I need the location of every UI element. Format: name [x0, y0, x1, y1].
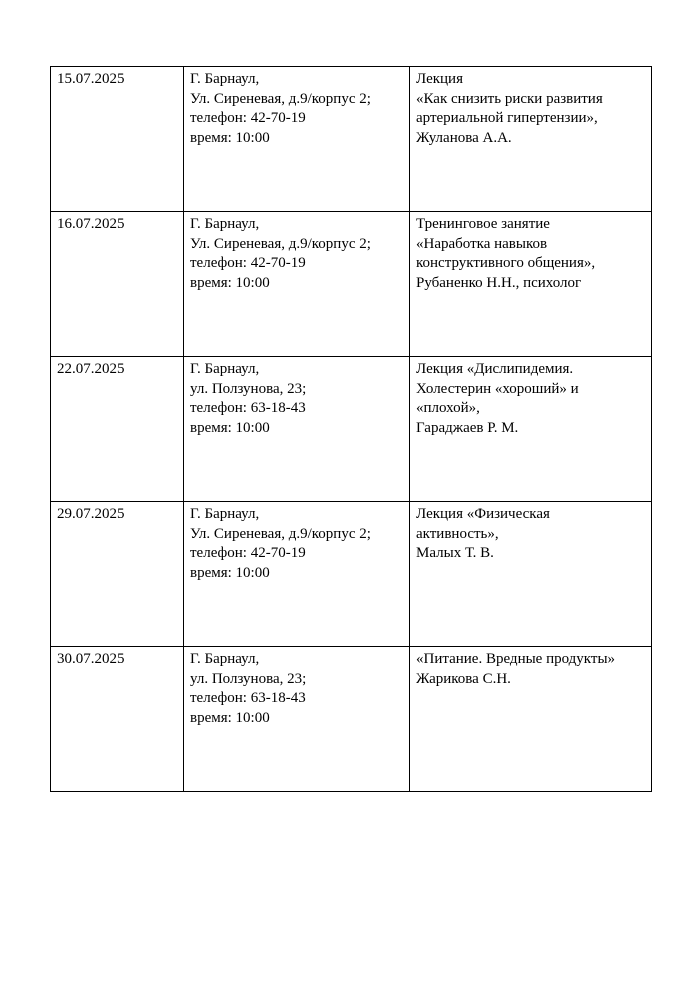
event-cell: [410, 647, 652, 792]
address-city: Г. Барнаул,: [190, 71, 260, 87]
schedule-table: [50, 66, 652, 792]
event-date: 29.07.2025: [57, 506, 125, 522]
address-phone: телефон: 63-18-43: [190, 690, 306, 706]
address-cell: [184, 647, 410, 792]
address-time: время: 10:00: [190, 419, 270, 436]
event-line: Тренинговое занятие: [416, 216, 550, 232]
table-row: [51, 67, 652, 212]
event-line: Малых Т. В.: [416, 545, 494, 561]
address-cell: [184, 67, 410, 212]
event-line: Холестерин «хороший» и: [416, 380, 579, 397]
address-cell: [184, 502, 410, 647]
date-cell: [51, 647, 184, 792]
address-city: Г. Барнаул,: [190, 216, 260, 232]
event-line: «Как снизить риски развития: [416, 90, 603, 107]
address-street: Ул. Сиреневая, д.9/корпус 2;: [190, 525, 371, 542]
event-line: конструктивного общения»,: [416, 255, 596, 271]
date-cell: [51, 67, 184, 212]
address-time: время: 10:00: [190, 129, 270, 146]
address-phone: телефон: 42-70-19: [190, 545, 306, 561]
event-cell: [410, 67, 652, 212]
date-cell: [51, 502, 184, 647]
address-cell: [184, 212, 410, 357]
date-cell: [51, 212, 184, 357]
event-date: 15.07.2025: [57, 71, 125, 87]
event-line: Лекция: [416, 71, 463, 87]
address-time: время: 10:00: [190, 274, 270, 291]
address-city: Г. Барнаул,: [190, 361, 260, 377]
event-line: Гараджаев Р. М.: [416, 419, 519, 436]
event-line: «Питание. Вредные продукты»: [416, 651, 616, 667]
event-date: 16.07.2025: [57, 216, 125, 232]
address-cell: [184, 357, 410, 502]
address-city: Г. Барнаул,: [190, 506, 260, 522]
table-row: [51, 647, 652, 792]
address-city: Г. Барнаул,: [190, 651, 260, 667]
event-cell: [410, 502, 652, 647]
event-line: «плохой»,: [416, 400, 480, 416]
table-row: [51, 502, 652, 647]
event-line: Жарикова С.Н.: [416, 670, 511, 687]
address-street: Ул. Сиреневая, д.9/корпус 2;: [190, 235, 371, 252]
address-phone: телефон: 63-18-43: [190, 400, 306, 416]
address-street: ул. Ползунова, 23;: [190, 380, 307, 397]
schedule-body: [51, 67, 652, 792]
address-time: время: 10:00: [190, 564, 270, 581]
table-row: [51, 357, 652, 502]
event-cell: [410, 357, 652, 502]
address-phone: телефон: 42-70-19: [190, 255, 306, 271]
date-cell: [51, 357, 184, 502]
event-date: 30.07.2025: [57, 651, 125, 667]
event-line: Рубаненко Н.Н., психолог: [416, 274, 582, 291]
event-date: 22.07.2025: [57, 361, 125, 377]
event-line: Жуланова А.А.: [416, 129, 512, 146]
event-line: активность»,: [416, 525, 499, 542]
address-street: Ул. Сиреневая, д.9/корпус 2;: [190, 90, 371, 107]
event-line: Лекция «Физическая: [416, 506, 550, 522]
address-phone: телефон: 42-70-19: [190, 110, 306, 126]
table-row: [51, 212, 652, 357]
event-cell: [410, 212, 652, 357]
address-time: время: 10:00: [190, 709, 270, 726]
event-line: артериальной гипертензии»,: [416, 110, 598, 126]
event-line: Лекция «Дислипидемия.: [416, 361, 574, 377]
address-street: ул. Ползунова, 23;: [190, 670, 307, 687]
event-line: «Наработка навыков: [416, 235, 548, 252]
